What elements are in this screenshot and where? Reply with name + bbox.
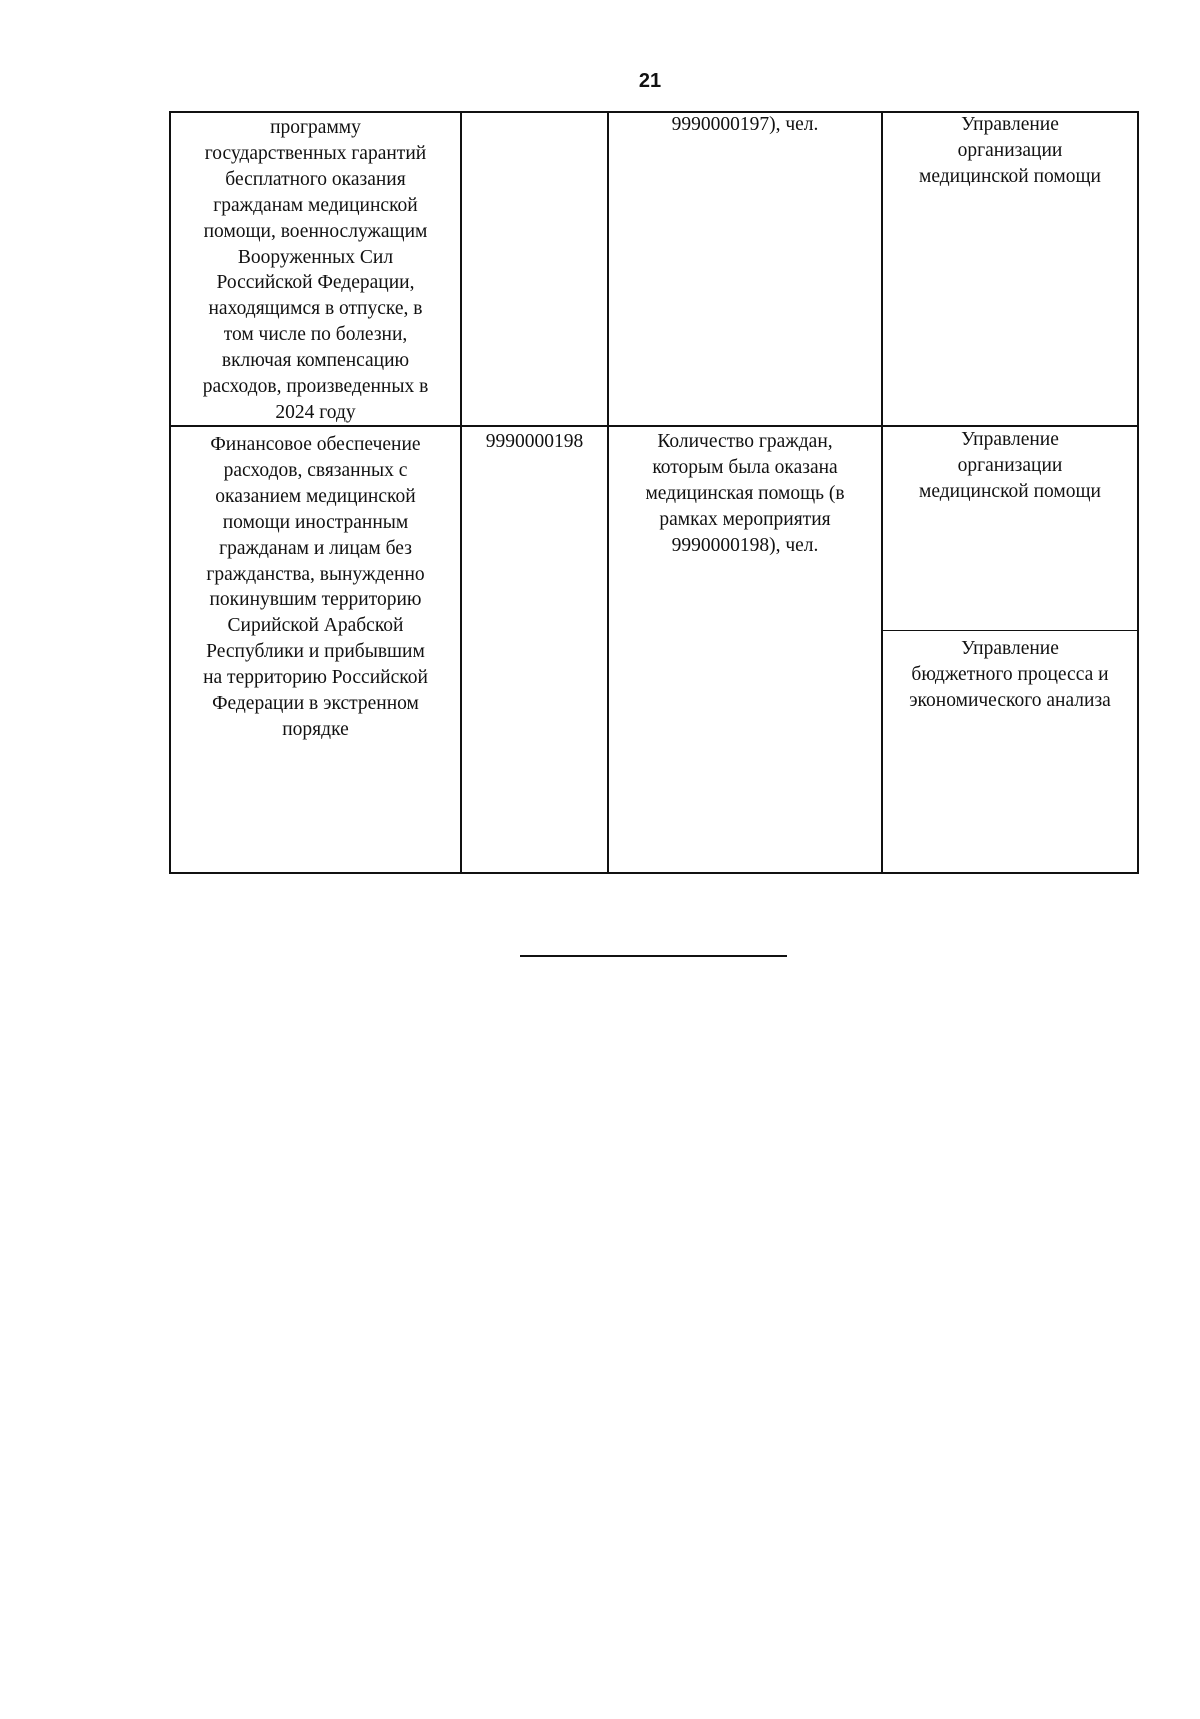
table-cell-responsible: Управление бюджетного процесса и экономического анализа [909,638,1111,711]
page-number: 21 [638,70,662,92]
table-cell-name: программу государственных гарантий бесплатного оказания гражданам медицинской помощи, военнослужащим Вооруженных Сил Российской Федерации, находящимся в отпуске, в том числе по болезни, включая компенсацию расходов, произведенных в 2024 году [202,117,429,423]
column-divider [460,111,462,874]
table-cell-code [462,113,607,115]
table-cell-code: 9990000198 [485,431,584,452]
table-border-bottom [169,872,1139,874]
table-cell-name: Финансовое обеспечение расходов, связанных с оказанием медицинской помощи иностранным гражданам и лицам без гражданства, вынужденно покинувшим территорию Сирийской Арабской Республики и прибывшим на территорию Российской Федерации в экстренном порядке [203,434,428,740]
table-cell-indicator: 9990000197), чел. [671,114,819,135]
cell-divider [881,630,1139,631]
table-cell-indicator: Количество граждан, которым была оказана медицинская помощь (в рамках мероприятия 9990000198), чел. [645,431,845,556]
end-separator-line [520,955,787,957]
table-cell-responsible: Управление организации медицинской помощи [919,429,1101,502]
table-border-right [1137,111,1139,874]
table-cell-responsible: Управление организации медицинской помощи [919,114,1101,187]
